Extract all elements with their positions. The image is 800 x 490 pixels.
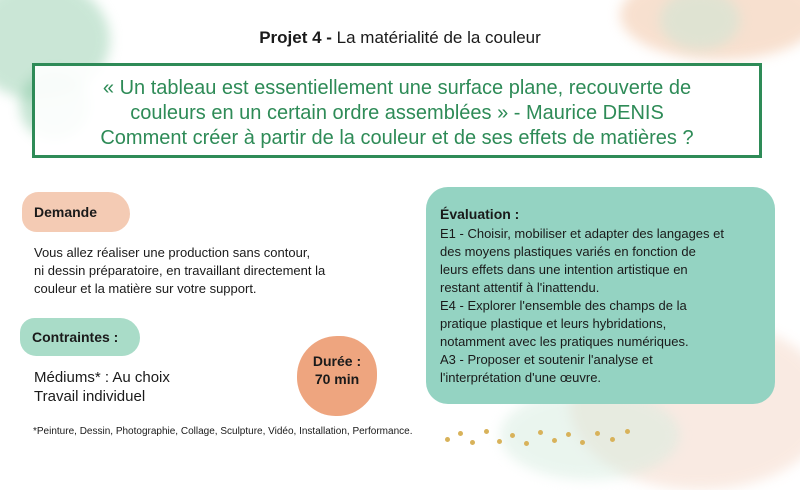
evaluation-line: notamment avec les pratiques numériques. bbox=[440, 334, 689, 349]
evaluation-title: Évaluation : bbox=[440, 206, 520, 222]
demande-text bbox=[34, 244, 364, 298]
contraintes-line: Médiums* : Au choix bbox=[34, 369, 170, 386]
quote-box bbox=[32, 63, 762, 158]
evaluation-line: E1 - Choisir, mobiliser et adapter des langages et bbox=[440, 226, 724, 241]
contraintes-label: Contraintes : bbox=[20, 318, 140, 356]
contraintes-text bbox=[34, 368, 170, 406]
evaluation-line: pratique plastique et leurs hybridations, bbox=[440, 316, 667, 331]
evaluation-box bbox=[426, 187, 775, 404]
duree-label: Durée : bbox=[312, 353, 362, 369]
page-title bbox=[0, 28, 800, 48]
duree-value: 70 min bbox=[314, 371, 360, 387]
demande-label: Demande bbox=[22, 192, 130, 232]
evaluation-line: E4 - Explorer l'ensemble des champs de la bbox=[440, 298, 687, 313]
quote-line: « Un tableau est essentiellement une surface plane, recouverte de bbox=[102, 77, 692, 99]
gold-dots-decoration bbox=[440, 425, 640, 450]
duree-badge bbox=[297, 336, 377, 416]
evaluation-line: A3 - Proposer et soutenir l'analyse et bbox=[440, 352, 653, 367]
contraintes-line: Travail individuel bbox=[34, 388, 146, 405]
evaluation-line: restant attentif à l'inattendu. bbox=[440, 280, 600, 295]
demande-line: ni dessin préparatoire, en travaillant directement la bbox=[34, 263, 326, 278]
evaluation-line: l'interprétation d'une œuvre. bbox=[440, 370, 602, 385]
question-line: Comment créer à partir de la couleur et de ses effets de matières ? bbox=[100, 127, 694, 149]
evaluation-line: leurs effets dans une intention artistique en bbox=[440, 262, 688, 277]
title-subject: La matérialité de la couleur bbox=[336, 28, 541, 47]
title-project-number: Projet 4 - bbox=[259, 28, 332, 47]
footnote: *Peinture, Dessin, Photographie, Collage, Sculpture, Vidéo, Installation, Performance. bbox=[33, 426, 413, 437]
evaluation-line: des moyens plastiques variés en fonction de bbox=[440, 244, 696, 259]
quote-line: couleurs en un certain ordre assemblées » - Maurice DENIS bbox=[130, 102, 664, 124]
demande-line: Vous allez réaliser une production sans contour, bbox=[34, 245, 311, 260]
demande-line: couleur et la matière sur votre support. bbox=[34, 281, 257, 296]
